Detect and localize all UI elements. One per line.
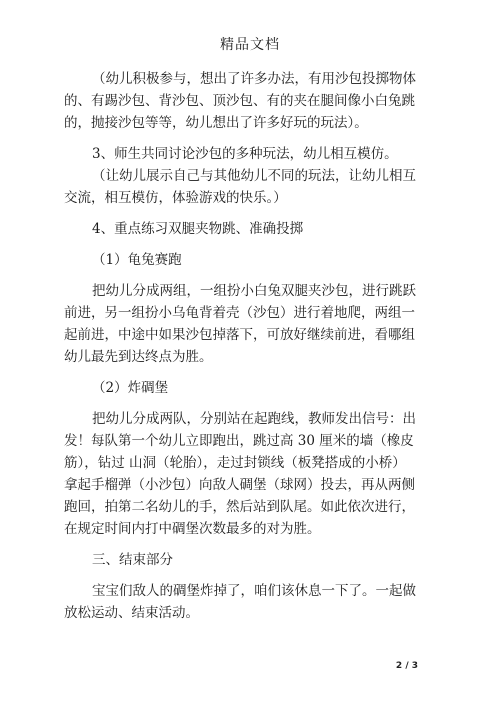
page-number: 2 / 3 [395, 661, 418, 671]
document-body [64, 68, 450, 624]
text-line: 的、有踢沙包、背沙包、顶沙包、有的夹在腿间像小白兔跳 [64, 93, 415, 109]
text-line: 宝宝们敌人的碉堡炸掉了，咱们该休息一下了。一起做 [92, 583, 416, 599]
text-line: 交流，相互模仿，体验游戏的快乐。） [64, 190, 287, 206]
section-heading: 三、结束部分 [92, 552, 173, 568]
text-line: 起前进，中途中如果沙包掉落下，可放好继续前进，看哪组 [64, 327, 415, 343]
text-line: 放松运动、结束活动。 [64, 605, 199, 621]
text-line: （让幼儿展示自己与其他幼儿不同的玩法，让幼儿相互 [92, 168, 416, 184]
text-line: 筋），钻过 山洞（轮胎），走过封锁线（板凳搭成的小桥） [64, 455, 406, 471]
text-line: 跑回，拍第二名幼儿的手，然后站到队尾。如此依次进行， [64, 499, 415, 515]
text-line: 的，抛接沙包等等，幼儿想出了许多好玩的玩法）。 [64, 115, 368, 131]
page-header-title: 精品文档 [220, 37, 280, 53]
text-line: 把幼儿分成两组，一组扮小白兔双腿夹沙包，进行跳跃 [92, 283, 416, 299]
text-line: 发！每队第一个幼儿立即跑出，跳过高 30 厘米的墙（橡皮 [64, 433, 414, 449]
text-line: 3、师生共同讨论沙包的多种玩法，幼儿相互模仿。 [92, 146, 398, 162]
subsection-heading: （2）炸碉堡 [92, 380, 169, 396]
text-line: 幼儿最先到达终点为胜。 [64, 349, 213, 365]
text-line: 前进，另一组扮小乌龟背着壳（沙包）进行着地爬，两组一 [64, 305, 415, 321]
section-heading: 4、重点练习双腿夹物跳、准确投掷 [92, 221, 304, 237]
subsection-heading: （1）龟兔赛跑 [92, 252, 182, 268]
text-line: 在规定时间内打中碉堡次数最多的对为胜。 [64, 521, 321, 537]
text-line: 把幼儿分成两队，分别站在起跑线，教师发出信号：出 [92, 411, 416, 427]
text-line: （幼儿积极参与，想出了许多办法，有用沙包投掷物体 [92, 71, 416, 87]
text-line: 拿起手榴弹（小沙包）向敌人碉堡（球网）投去，再从两侧 [64, 477, 415, 493]
